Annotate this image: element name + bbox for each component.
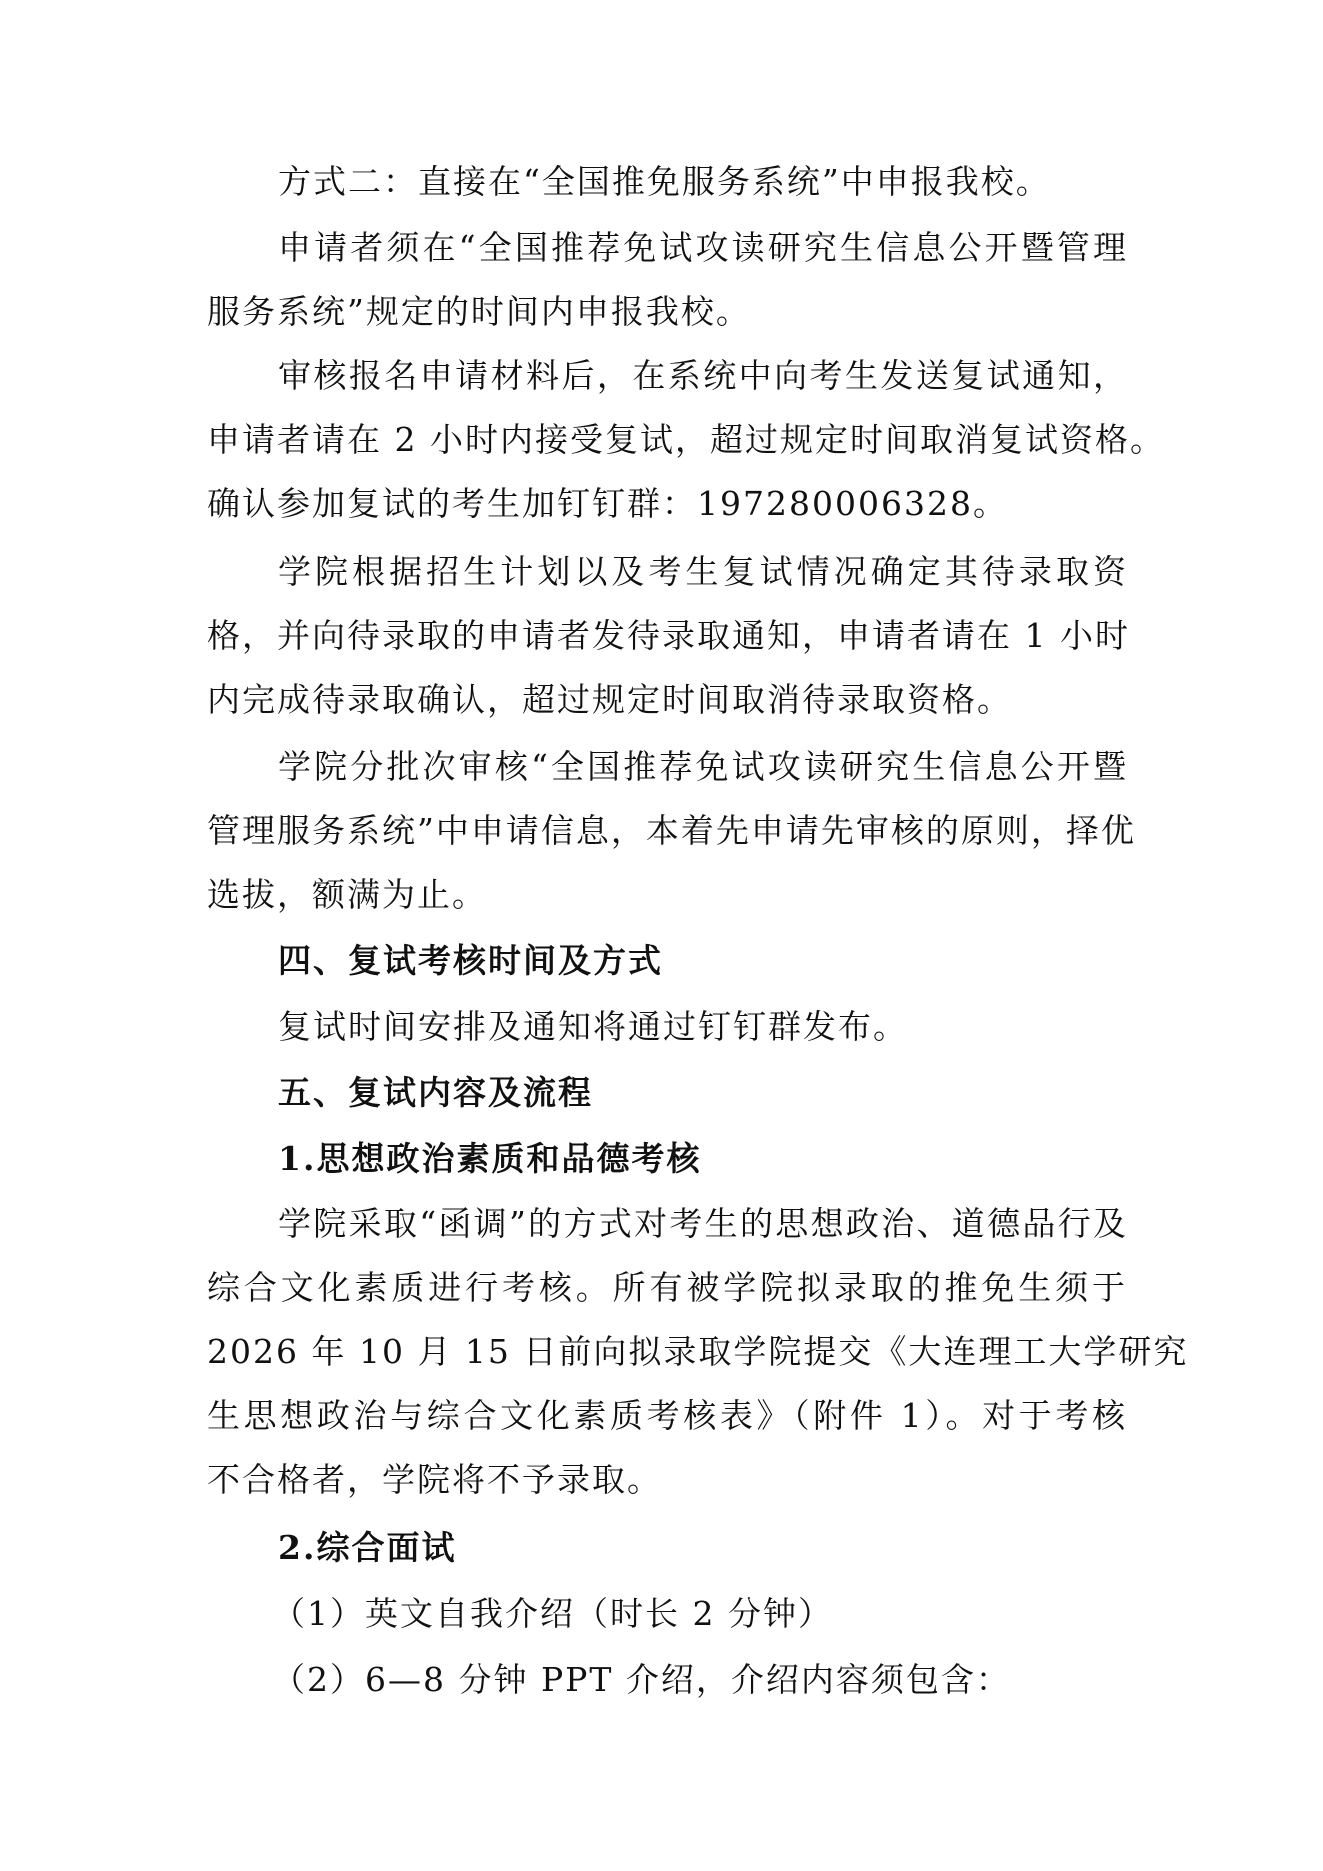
paragraph-assessment-line-2: 综合文化素质进行考核。所有被学院拟录取的推免生须于 bbox=[207, 1268, 1127, 1307]
list-item-english-intro: （1）英文自我介绍（时长 2 分钟） bbox=[272, 1594, 833, 1633]
paragraph-admission-line-2: 格，并向待录取的申请者发待录取通知，申请者请在 1 小时 bbox=[207, 616, 1130, 655]
paragraph-apply-line-2: 服务系统”规定的时间内申报我校。 bbox=[207, 292, 751, 331]
section-heading-four: 四、复试考核时间及方式 bbox=[278, 941, 663, 980]
section-heading-five: 五、复试内容及流程 bbox=[278, 1073, 593, 1112]
paragraph-batch-line-1: 学院分批次审核“全国推荐免试攻读研究生信息公开暨 bbox=[278, 747, 1128, 786]
paragraph-method-two: 方式二：直接在“全国推免服务系统”中申报我校。 bbox=[278, 162, 1051, 201]
subheading-interview: 2.综合面试 bbox=[278, 1528, 457, 1567]
paragraph-review-line-2: 申请者请在 2 小时内接受复试，超过规定时间取消复试资格。 bbox=[207, 420, 1165, 459]
list-item-ppt-intro: （2）6—8 分钟 PPT 介绍，介绍内容须包含： bbox=[272, 1660, 1011, 1699]
paragraph-review-line-1: 审核报名申请材料后，在系统中向考生发送复试通知， bbox=[278, 356, 1128, 395]
paragraph-review-line-3: 确认参加复试的考生加钉钉群：197280006328。 bbox=[207, 484, 1008, 523]
paragraph-assessment-line-5: 不合格者，学院将不予录取。 bbox=[207, 1460, 662, 1499]
paragraph-schedule: 复试时间安排及通知将通过钉钉群发布。 bbox=[278, 1007, 908, 1046]
paragraph-admission-line-3: 内完成待录取确认，超过规定时间取消待录取资格。 bbox=[207, 680, 1012, 719]
subheading-political-assessment: 1.思想政治素质和品德考核 bbox=[278, 1139, 702, 1178]
paragraph-assessment-line-1: 学院采取“函调”的方式对考生的思想政治、道德品行及 bbox=[278, 1204, 1128, 1243]
paragraph-admission-line-1: 学院根据招生计划以及考生复试情况确定其待录取资 bbox=[278, 552, 1128, 591]
paragraph-batch-line-2: 管理服务系统”中申请信息，本着先申请先审核的原则，择优 bbox=[207, 811, 1136, 850]
paragraph-assessment-line-4: 生思想政治与综合文化素质考核表》（附件 1）。对于考核 bbox=[207, 1396, 1127, 1435]
paragraph-batch-line-3: 选拔，额满为止。 bbox=[207, 875, 487, 914]
paragraph-assessment-line-3: 2026 年 10 月 15 日前向拟录取学院提交《大连理工大学研究 bbox=[207, 1332, 1189, 1371]
paragraph-apply-line-1: 申请者须在“全国推荐免试攻读研究生信息公开暨管理 bbox=[278, 228, 1128, 267]
